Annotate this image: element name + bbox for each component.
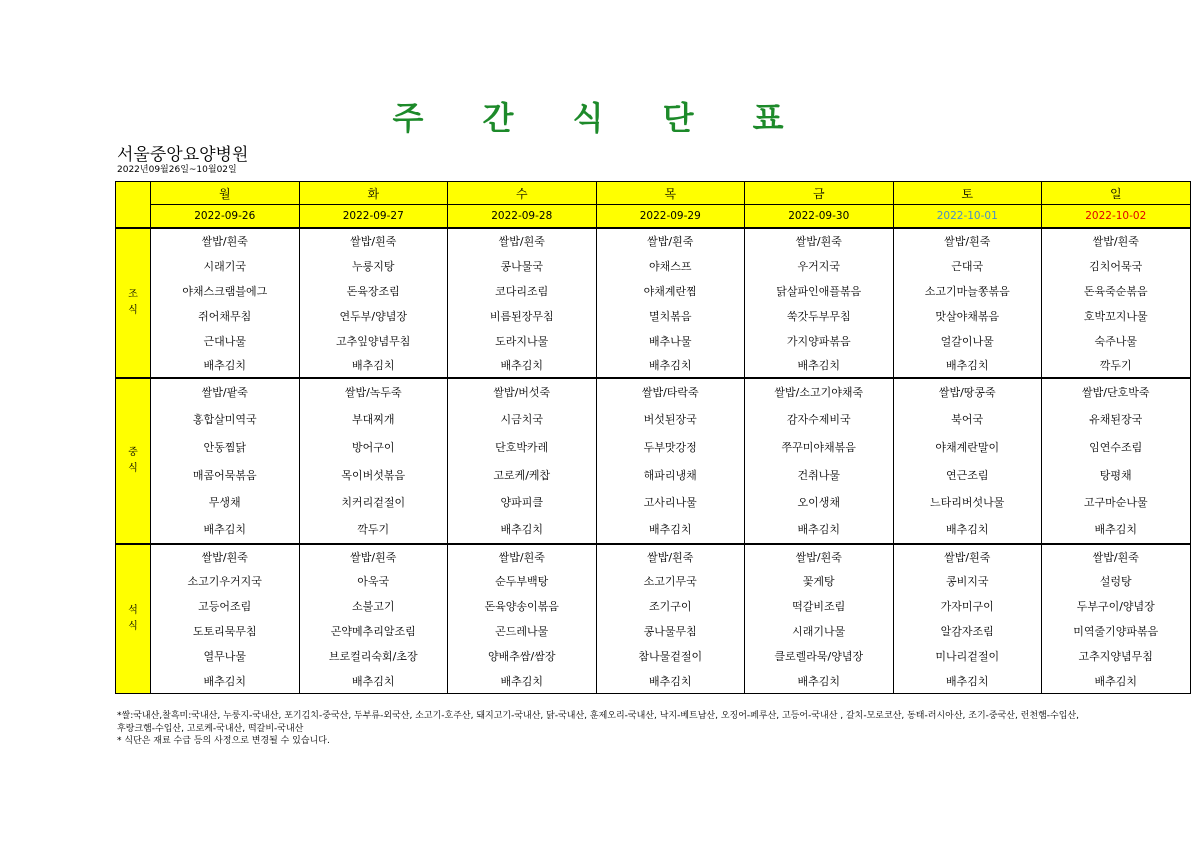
date-header-saturday: 2022-10-01 <box>893 205 1042 229</box>
menu-item: 코다리조림 <box>448 278 597 303</box>
menu-item: 콩나물국 <box>448 253 597 278</box>
menu-item: 배추김치 <box>596 353 745 378</box>
menu-item: 배추김치 <box>596 669 745 694</box>
meal-label <box>116 228 151 378</box>
menu-item: 매콤어묵볶음 <box>151 461 300 489</box>
meal-label-char: 중 <box>128 446 138 458</box>
date-header-row <box>116 205 1191 229</box>
menu-item: 배추김치 <box>448 353 597 378</box>
date-header: 2022-09-30 <box>745 205 894 229</box>
meal-label-char: 식 <box>128 462 138 474</box>
menu-item: 도토리묵무침 <box>151 619 300 644</box>
menu-item: 소고기무국 <box>596 569 745 594</box>
menu-item: 홍합살미역국 <box>151 406 300 434</box>
menu-item: 쌀밥/소고기야채죽 <box>745 378 894 406</box>
menu-item: 쌀밥/흰죽 <box>151 544 300 569</box>
header-corner-cell <box>116 182 151 229</box>
menu-item: 쌀밥/단호박죽 <box>1042 378 1191 406</box>
menu-row <box>116 253 1191 278</box>
menu-item: 배추김치 <box>448 669 597 694</box>
menu-row <box>116 516 1191 544</box>
menu-row <box>116 433 1191 461</box>
menu-item: 쌀밥/버섯죽 <box>448 378 597 406</box>
menu-item: 근대나물 <box>151 328 300 353</box>
menu-item: 깍두기 <box>299 516 448 544</box>
meal-label-char: 조 <box>128 289 138 300</box>
menu-item: 배추김치 <box>745 353 894 378</box>
meal-label-char: 식 <box>128 620 138 632</box>
menu-item: 배추김치 <box>151 669 300 694</box>
date-header: 2022-09-28 <box>448 205 597 229</box>
menu-item: 닭살파인애플볶음 <box>745 278 894 303</box>
menu-item: 두부구이/양념장 <box>1042 594 1191 619</box>
day-header: 토 <box>893 182 1042 205</box>
menu-item: 배추김치 <box>745 516 894 544</box>
menu-item: 콩나물무침 <box>596 619 745 644</box>
menu-item: 방어구이 <box>299 433 448 461</box>
menu-item: 돈육양송이볶음 <box>448 594 597 619</box>
menu-item: 알감자조림 <box>893 619 1042 644</box>
menu-item: 쌀밥/흰죽 <box>299 544 448 569</box>
menu-item: 고구마순나물 <box>1042 488 1191 516</box>
menu-item: 쥐어채무침 <box>151 303 300 328</box>
menu-item: 곤드레나물 <box>448 619 597 644</box>
menu-item: 도라지나물 <box>448 328 597 353</box>
menu-item: 아욱국 <box>299 569 448 594</box>
menu-item: 연근조림 <box>893 461 1042 489</box>
menu-item: 야채스프 <box>596 253 745 278</box>
menu-item: 쌀밥/흰죽 <box>893 544 1042 569</box>
menu-item: 탕평채 <box>1042 461 1191 489</box>
menu-item: 무생채 <box>151 488 300 516</box>
menu-item: 양파피클 <box>448 488 597 516</box>
menu-row <box>116 303 1191 328</box>
date-header: 2022-09-29 <box>596 205 745 229</box>
menu-item: 소고기마늘쫑볶음 <box>893 278 1042 303</box>
menu-item: 배추김치 <box>1042 669 1191 694</box>
day-header: 수 <box>448 182 597 205</box>
menu-item: 고등어조림 <box>151 594 300 619</box>
menu-item: 쌀밥/흰죽 <box>151 228 300 253</box>
breakfast-section <box>116 228 1191 378</box>
day-header: 일 <box>1042 182 1191 205</box>
menu-item: 목이버섯볶음 <box>299 461 448 489</box>
meal-label-char: 식 <box>128 305 138 316</box>
menu-item: 양배추쌈/쌈장 <box>448 644 597 669</box>
day-header: 금 <box>745 182 894 205</box>
menu-item: 쌀밥/흰죽 <box>1042 228 1191 253</box>
menu-item: 돈육장조림 <box>299 278 448 303</box>
notes <box>117 710 1082 748</box>
menu-item: 배추김치 <box>448 516 597 544</box>
menu-item: 북어국 <box>893 406 1042 434</box>
menu-item: 배추김치 <box>151 353 300 378</box>
menu-item: 비름된장무침 <box>448 303 597 328</box>
hospital-name: 서울중앙요양병원 <box>117 145 249 165</box>
lunch-section <box>116 378 1191 544</box>
menu-item: 쌀밥/흰죽 <box>1042 544 1191 569</box>
menu-row <box>116 644 1191 669</box>
origin-note: *쌀:국내산,찰흑미:국내산, 누룽지-국내산, 포기김치-중국산, 두부류-외국산, 소고기-호주산, 돼지고기-국내산, 닭-국내산, 훈제오리-국내산, 낙지-베트남산, 오징어-페루산, 고등어-국내산 , 갈치-모로코산, 동태-러시아산, 조기-중국산, 런천햄-수입산, 후랑크햄-수입산, 고로케-국내산, 떡갈비-국내산 <box>117 711 1079 734</box>
menu-item: 해파리냉채 <box>596 461 745 489</box>
menu-item: 쌀밥/흰죽 <box>745 544 894 569</box>
menu-item: 오이생채 <box>745 488 894 516</box>
menu-row <box>116 569 1191 594</box>
menu-item: 소불고기 <box>299 594 448 619</box>
menu-item: 배추김치 <box>893 353 1042 378</box>
menu-item: 가자미구이 <box>893 594 1042 619</box>
menu-item: 클로렐라묵/양념장 <box>745 644 894 669</box>
page-title: 주 간 식 단 표 <box>392 99 808 137</box>
menu-item: 고추잎양념무침 <box>299 328 448 353</box>
menu-item: 열무나물 <box>151 644 300 669</box>
day-header: 월 <box>151 182 300 205</box>
menu-item: 돈육죽순볶음 <box>1042 278 1191 303</box>
menu-item: 단호박카레 <box>448 433 597 461</box>
menu-item: 쌀밥/흰죽 <box>596 544 745 569</box>
menu-item: 쌀밥/타락죽 <box>596 378 745 406</box>
menu-item: 소고기우거지국 <box>151 569 300 594</box>
menu-item: 야채계란말이 <box>893 433 1042 461</box>
menu-item: 누룽지탕 <box>299 253 448 278</box>
dinner-section <box>116 544 1191 694</box>
menu-item: 치커리겉절이 <box>299 488 448 516</box>
menu-item: 유채된장국 <box>1042 406 1191 434</box>
menu-item: 안동찜닭 <box>151 433 300 461</box>
menu-item: 쌀밥/땅콩죽 <box>893 378 1042 406</box>
menu-item: 쌀밥/흰죽 <box>745 228 894 253</box>
menu-item: 숙주나물 <box>1042 328 1191 353</box>
menu-item: 떡갈비조림 <box>745 594 894 619</box>
menu-item: 쑥갓두부무침 <box>745 303 894 328</box>
menu-item: 미나리겉절이 <box>893 644 1042 669</box>
menu-item: 두부맛강정 <box>596 433 745 461</box>
menu-item: 느타리버섯나물 <box>893 488 1042 516</box>
menu-item: 임연수조림 <box>1042 433 1191 461</box>
menu-row <box>116 228 1191 253</box>
menu-item: 깍두기 <box>1042 353 1191 378</box>
menu-item: 호박꼬지나물 <box>1042 303 1191 328</box>
menu-item: 콩비지국 <box>893 569 1042 594</box>
menu-item: 부대찌개 <box>299 406 448 434</box>
menu-row <box>116 619 1191 644</box>
menu-item: 꽃게탕 <box>745 569 894 594</box>
menu-row <box>116 669 1191 694</box>
menu-item: 고추지양념무침 <box>1042 644 1191 669</box>
menu-item: 배추김치 <box>893 516 1042 544</box>
menu-item: 쌀밥/흰죽 <box>893 228 1042 253</box>
menu-row <box>116 594 1191 619</box>
menu-row <box>116 278 1191 303</box>
menu-item: 고사리나물 <box>596 488 745 516</box>
menu-item: 곤약메추리알조림 <box>299 619 448 644</box>
menu-item: 버섯된장국 <box>596 406 745 434</box>
menu-item: 배추김치 <box>596 516 745 544</box>
menu-item: 참나물겉절이 <box>596 644 745 669</box>
date-header: 2022-09-27 <box>299 205 448 229</box>
menu-item: 쌀밥/녹두죽 <box>299 378 448 406</box>
menu-item: 김치어묵국 <box>1042 253 1191 278</box>
meal-label <box>116 378 151 544</box>
menu-row <box>116 544 1191 569</box>
menu-item: 근대국 <box>893 253 1042 278</box>
meal-label <box>116 544 151 694</box>
menu-item: 배추김치 <box>1042 516 1191 544</box>
menu-item: 쌀밥/흰죽 <box>448 544 597 569</box>
menu-item: 배추나물 <box>596 328 745 353</box>
menu-item: 배추김치 <box>151 516 300 544</box>
menu-item: 시금치국 <box>448 406 597 434</box>
menu-item: 가지양파볶음 <box>745 328 894 353</box>
menu-item: 설렁탕 <box>1042 569 1191 594</box>
menu-item: 쌀밥/흰죽 <box>299 228 448 253</box>
day-header: 화 <box>299 182 448 205</box>
change-note: * 식단은 재료 수급 등의 사정으로 변경될 수 있습니다. <box>117 736 330 746</box>
date-header: 2022-09-26 <box>151 205 300 229</box>
menu-row <box>116 406 1191 434</box>
meal-label-char: 석 <box>128 604 138 616</box>
date-header-sunday: 2022-10-02 <box>1042 205 1191 229</box>
menu-item: 배추김치 <box>893 669 1042 694</box>
menu-item: 맛살야채볶음 <box>893 303 1042 328</box>
day-header: 목 <box>596 182 745 205</box>
menu-item: 쌀밥/흰죽 <box>596 228 745 253</box>
menu-row <box>116 461 1191 489</box>
menu-item: 야채계란찜 <box>596 278 745 303</box>
day-header-row <box>116 182 1191 205</box>
menu-item: 멸치볶음 <box>596 303 745 328</box>
menu-item: 미역줄기양파볶음 <box>1042 619 1191 644</box>
menu-period: 2022년09월26일~10월02일 <box>117 165 237 175</box>
menu-item: 배추김치 <box>299 353 448 378</box>
menu-item: 브로컬리숙회/초장 <box>299 644 448 669</box>
menu-item: 배추김치 <box>745 669 894 694</box>
menu-item: 우거지국 <box>745 253 894 278</box>
menu-item: 건취나물 <box>745 461 894 489</box>
menu-row <box>116 378 1191 406</box>
menu-item: 고로케/케찹 <box>448 461 597 489</box>
menu-item: 쌀밥/흰죽 <box>448 228 597 253</box>
menu-item: 연두부/양념장 <box>299 303 448 328</box>
menu-item: 쌀밥/팥죽 <box>151 378 300 406</box>
menu-row <box>116 353 1191 378</box>
weekly-menu-table <box>115 181 1191 694</box>
menu-item: 야채스크램블에그 <box>151 278 300 303</box>
menu-row <box>116 328 1191 353</box>
menu-item: 시래기나물 <box>745 619 894 644</box>
menu-item: 조기구이 <box>596 594 745 619</box>
menu-item: 순두부백탕 <box>448 569 597 594</box>
menu-item: 감자수제비국 <box>745 406 894 434</box>
menu-item: 시래기국 <box>151 253 300 278</box>
menu-row <box>116 488 1191 516</box>
menu-item: 쭈꾸미야채볶음 <box>745 433 894 461</box>
menu-item: 배추김치 <box>299 669 448 694</box>
menu-item: 얼갈이나물 <box>893 328 1042 353</box>
